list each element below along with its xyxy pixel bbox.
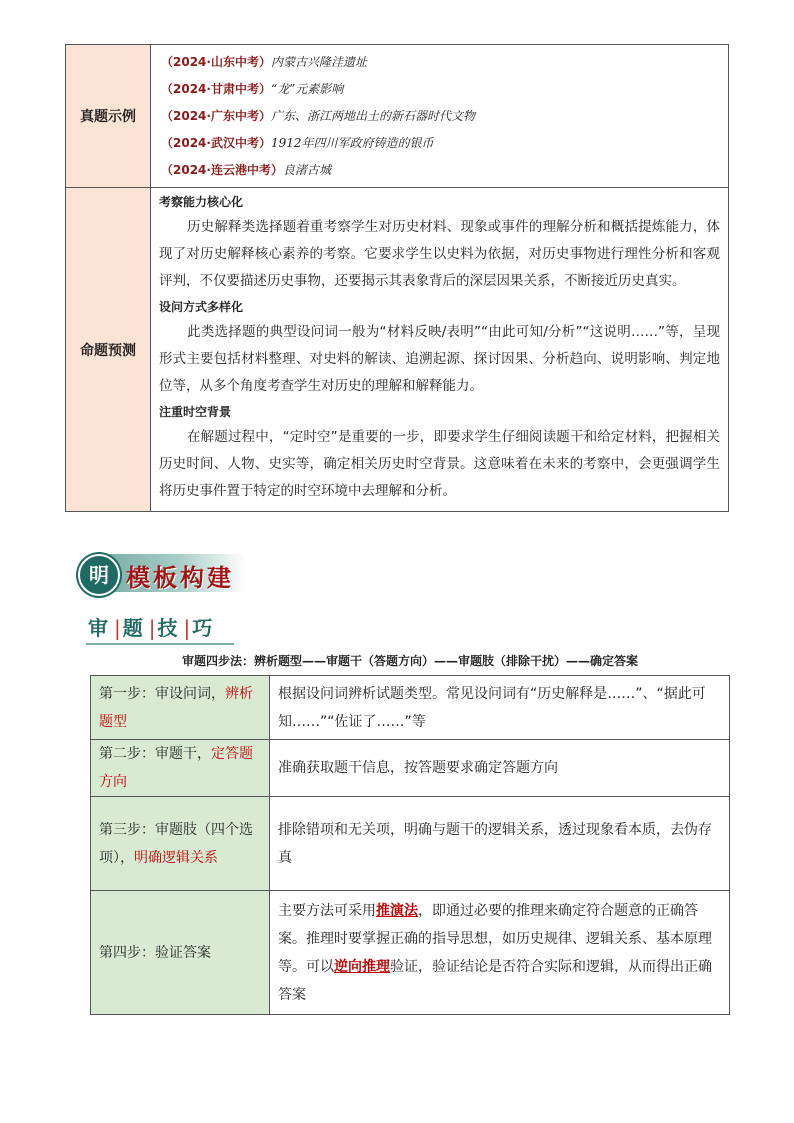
- banner-badge: 明: [78, 554, 120, 596]
- exam-tag: （2024·武汉中考）: [161, 135, 271, 150]
- exam-examples-header: 真题示例: [66, 45, 151, 188]
- exam-example-item: [161, 103, 720, 130]
- prediction-paragraph: 历史解释类选择题着重考察学生对历史材料、现象或事件的理解分析和概括提炼能力，体现了对历史解释核心素养的考察。它要求学生以史料为依据，对历史事物进行理性分析和客观评判，不仅要描述历史事物，还要揭示其表象背后的深层因果关系，不断接近历史真实。: [159, 219, 720, 289]
- exam-example-item: [161, 130, 720, 157]
- step-row: [91, 891, 730, 1015]
- step-description: 排除错项和无关项，明确与题干的逻辑关系，透过现象看本质，去伪存真: [270, 797, 730, 891]
- exam-example-item: [161, 49, 720, 76]
- exam-tag: （2024·甘肃中考）: [161, 81, 271, 96]
- skills-char: 题: [122, 616, 143, 640]
- steps-table: [90, 675, 730, 1015]
- step-description: 主要方法可采用推演法，即通过必要的推理来确定符合题意的正确答案。推理时要掌握正确的指导思想，如历史规律、逻辑关系、基本原理等。可以逆向推理验证，验证结论是否符合实际和逻辑，从而得出正确答案: [270, 891, 730, 1015]
- skills-char: 技: [157, 616, 178, 640]
- step-label-highlight: 定答题方向: [99, 746, 253, 790]
- prediction-subtitle: 设问方式多样化: [159, 300, 244, 314]
- prediction-subtitle: 注重时空背景: [159, 405, 232, 419]
- skills-char: 巧: [192, 616, 213, 640]
- skills-heading: 审 | 题 | 技 | 巧: [88, 612, 216, 641]
- exam-examples-cell: [151, 45, 729, 188]
- exam-tag: （2024·连云港中考）: [161, 162, 283, 177]
- step-label-highlight: 明确逻辑关系: [134, 849, 218, 866]
- step-label-cell: [91, 891, 270, 1015]
- step-label-cell: [91, 740, 270, 797]
- step-label-cell: [91, 676, 270, 740]
- prediction-paragraph: 在解题过程中，“定时空”是重要的一步，即要求学生仔细阅读题干和给定材料，把握相关历史时间、人物、史实等，确定相关历史时空背景。这意味着在未来的考察中，会更强调学生将历史事件置于特定的时空环境中去理解和分析。: [159, 429, 720, 499]
- prediction-subtitle: 考察能力核心化: [159, 195, 244, 209]
- exam-topic: 广东、浙江两地出土的新石器时代文物: [270, 108, 475, 123]
- step-row: [91, 797, 730, 891]
- step-label: 第三步：审题肢（四个选项），: [99, 821, 253, 866]
- step-label: 第四步：验证答案: [99, 944, 211, 961]
- exam-example-item: [161, 157, 720, 184]
- exam-topic: “龙”元素影响: [270, 81, 344, 96]
- prediction-paragraph: 此类选择题的典型设问词一般为“材料反映/表明”“由此可知/分析”“这说明……”等，呈现形式主要包括材料整理、对史料的解读、追溯起源、探讨因果、分析趋向、说明影响、判定地位等，从多个角度考查学生对历史的理解和解释能力。: [159, 324, 720, 394]
- exam-example-item: [161, 76, 720, 103]
- step-label-highlight: 辨析题型: [99, 685, 253, 730]
- section-banner: [78, 554, 246, 592]
- skills-char: 审: [88, 616, 108, 640]
- step-row: [91, 676, 730, 740]
- step-description: 根据设问词辨析试题类型。常见设问词有“历史解释是……”、“据此可知……”“佐证了……”等: [270, 676, 730, 740]
- exam-topic: 良渚古城: [282, 162, 331, 177]
- banner-title: 模板构建: [126, 563, 234, 592]
- method-highlight: 推演法: [376, 902, 418, 919]
- prediction-cell: [151, 188, 729, 512]
- step-description: 准确获取题干信息，按答题要求确定答题方向: [270, 740, 730, 797]
- step-label: 第二步：审题干，: [99, 746, 211, 762]
- skills-underline: [86, 643, 234, 645]
- step-row: [91, 740, 730, 797]
- exam-prediction-table: [65, 44, 729, 512]
- step-label: 第一步：审设问词，: [99, 685, 225, 702]
- steps-title: 审题四步法：辨析题型——审题干（答题方向）——审题肢（排除干扰）——确定答案: [181, 654, 638, 668]
- exam-topic: 1912年四川军政府铸造的银币: [270, 135, 434, 150]
- exam-tag: （2024·广东中考）: [161, 108, 271, 123]
- prediction-header: 命题预测: [66, 188, 151, 512]
- method-highlight: 逆向推理: [334, 958, 390, 975]
- exam-topic: 内蒙古兴隆洼遗址: [270, 54, 367, 69]
- step-label-cell: [91, 797, 270, 891]
- exam-tag: （2024·山东中考）: [161, 54, 271, 69]
